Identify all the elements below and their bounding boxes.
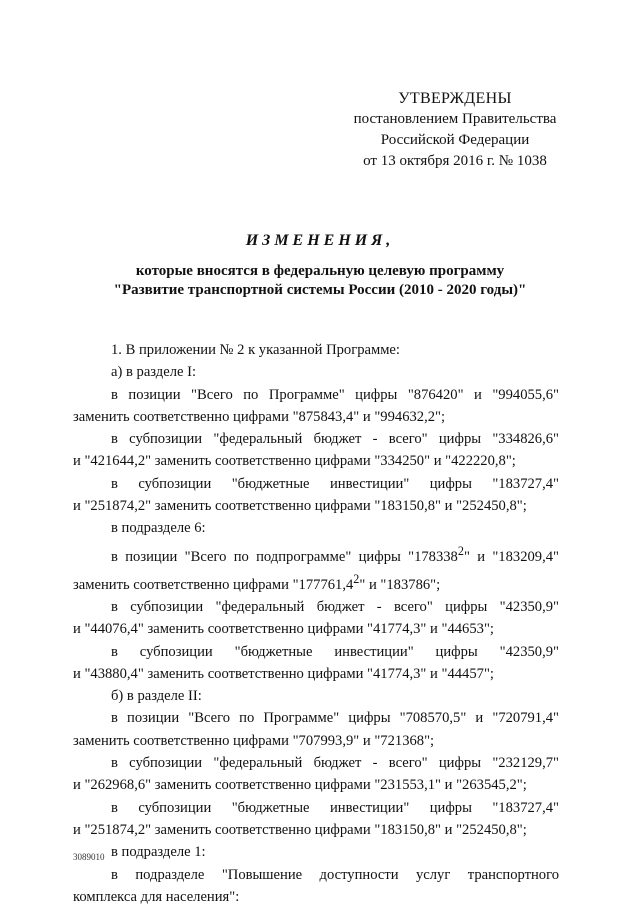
body-line: и "43880,4" заменить соответственно цифрами "41774,3" и "44457"; bbox=[73, 665, 494, 682]
body-line: и "421644,2" заменить соответственно цифрами "334250" и "422220,8"; bbox=[73, 453, 516, 470]
approval-line-3: от 13 октября 2016 г. № 1038 bbox=[363, 153, 547, 169]
body-text: в позиции "Всего по подпрограмме" цифры "178338 bbox=[111, 548, 458, 565]
body-line: в субпозиции "федеральный бюджет - всего" цифры "232129,7" bbox=[111, 755, 559, 772]
body-text: заменить соответственно цифрами "177761,4 bbox=[73, 576, 354, 593]
body-line: и "251874,2" заменить соответственно цифрами "183150,8" и "252450,8"; bbox=[73, 498, 527, 515]
document-subtitle bbox=[60, 262, 580, 300]
subtitle-line-1: которые вносятся в федеральную целевую программу bbox=[135, 263, 505, 279]
body-line: и "262968,6" заменить соответственно цифрами "231553,1" и "263545,2"; bbox=[73, 777, 527, 794]
body-line: комплекса для населения": bbox=[73, 888, 240, 905]
body-text: " и "183786"; bbox=[359, 576, 441, 593]
approval-heading: УТВЕРЖДЕНЫ bbox=[398, 90, 512, 107]
body-text: " и "183209,4" bbox=[463, 548, 559, 565]
body-line: в позиции "Всего по Программе" цифры "876420" и "994055,6" bbox=[111, 386, 559, 403]
subtitle-line-2: "Развитие транспортной системы России (2010 - 2020 годы)" bbox=[113, 282, 527, 298]
body-line: заменить соответственно цифрами "875843,4" и "994632,2"; bbox=[73, 408, 446, 425]
approval-line-2: Российской Федерации bbox=[380, 132, 530, 148]
superscript: 2 bbox=[353, 571, 360, 586]
approval-line-1: постановлением Правительства bbox=[353, 111, 557, 127]
body-line: в субпозиции "бюджетные инвестиции" цифры "183727,4" bbox=[111, 799, 559, 816]
body-line: в подразделе "Повышение доступности услуг транспортного bbox=[111, 866, 559, 883]
body-line: а) в разделе I: bbox=[111, 364, 197, 381]
superscript: 2 bbox=[457, 543, 464, 558]
approval-block bbox=[340, 88, 570, 172]
body-line: б) в разделе II: bbox=[111, 688, 202, 705]
body-line: в субпозиции "федеральный бюджет - всего" цифры "334826,6" bbox=[111, 431, 559, 448]
body-line: в субпозиции "бюджетные инвестиции" цифры "42350,9" bbox=[111, 643, 559, 660]
body-line bbox=[73, 540, 559, 568]
body-line: в субпозиции "федеральный бюджет - всего" цифры "42350,9" bbox=[111, 598, 559, 615]
body-line: в позиции "Всего по Программе" цифры "708570,5" и "720791,4" bbox=[111, 710, 559, 727]
document-number: 3089010 bbox=[73, 852, 105, 862]
body-line: в подразделе 6: bbox=[111, 520, 206, 537]
body-line: заменить соответственно цифрами "707993,9" и "721368"; bbox=[73, 732, 435, 749]
body-line: 1. В приложении № 2 к указанной Программе: bbox=[111, 342, 400, 358]
body-line bbox=[73, 568, 559, 596]
document-title: ИЗМЕНЕНИЯ, bbox=[245, 232, 395, 249]
document-body bbox=[73, 339, 559, 908]
body-line: в подразделе 1: bbox=[111, 844, 206, 861]
body-line: в субпозиции "бюджетные инвестиции" цифры "183727,4" bbox=[111, 475, 559, 492]
body-line: и "44076,4" заменить соответственно цифрами "41774,3" и "44653"; bbox=[73, 621, 494, 638]
body-line: и "251874,2" заменить соответственно цифрами "183150,8" и "252450,8"; bbox=[73, 821, 527, 838]
